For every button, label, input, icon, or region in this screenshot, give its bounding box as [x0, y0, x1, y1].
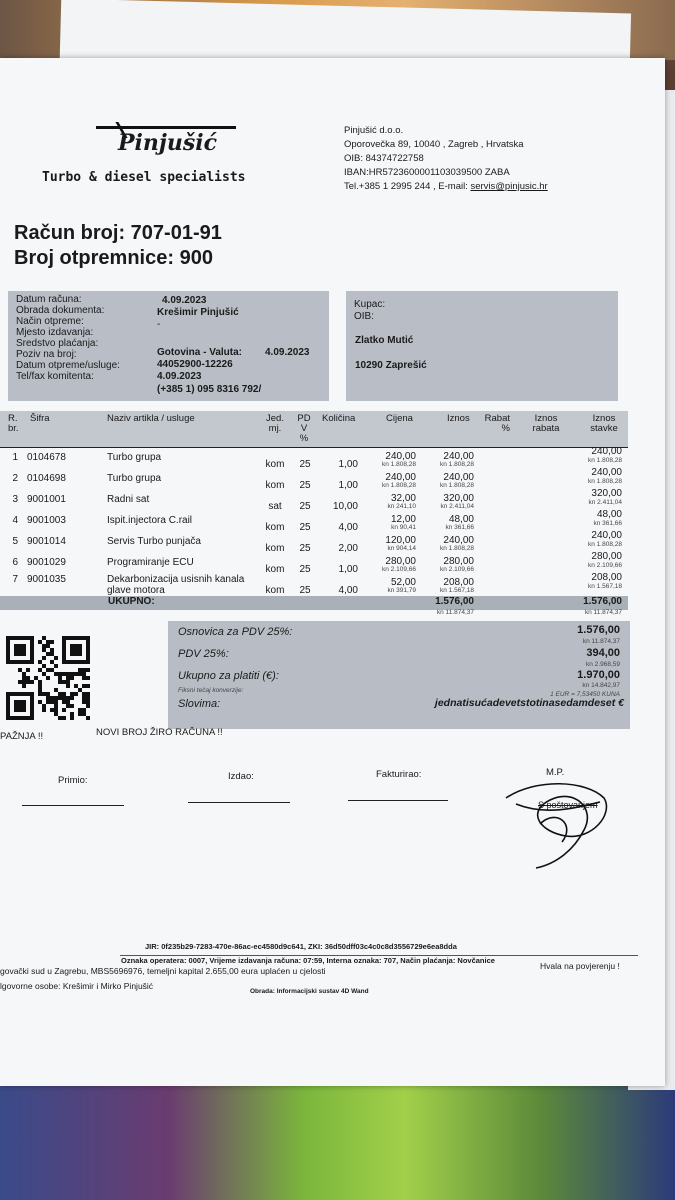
meta-label: Mjesto izdavanja:	[16, 327, 94, 338]
logo-name: Pinjušić	[118, 130, 217, 156]
cell-stavka-kn: kn 1.808,28	[588, 541, 622, 548]
invoice-date: 4.09.2023	[162, 295, 207, 306]
customer-box	[346, 291, 618, 401]
cell-iznos-kn: kn 2.411,04	[440, 503, 474, 510]
col-kolicina: Količina	[322, 413, 356, 424]
cell-iznos: 240,00	[443, 535, 474, 546]
issued-label: Izdao:	[228, 771, 254, 782]
total-payable-kn: kn 14.842,97	[582, 682, 620, 689]
total-iznos-kn: kn 11.874,37	[436, 609, 474, 616]
cell-naziv-line2: glave motora	[107, 585, 165, 596]
cell-pdv: 25	[299, 522, 311, 533]
cell-iznos-kn: kn 2.109,66	[440, 566, 474, 573]
table-row	[0, 574, 628, 595]
cell-jed: kom	[265, 522, 285, 533]
cell-pdv: 25	[299, 480, 311, 491]
cell-jed: sat	[268, 501, 282, 512]
cell-stavka-kn: kn 1.567,18	[588, 583, 622, 590]
logo-tagline: Turbo & diesel specialists	[42, 170, 246, 185]
cell-iznos-kn: kn 1.808,28	[440, 545, 474, 552]
cell-cijena: 52,00	[390, 577, 416, 588]
cell-stavka: 240,00	[591, 467, 622, 478]
customer-name: Zlatko Mutić	[355, 335, 414, 346]
company-line: OIB: 84374722758	[344, 153, 424, 164]
total-stavka: 1.576,00	[583, 596, 622, 607]
payment-method: Gotovina - Valuta:	[157, 347, 243, 358]
cell-kolicina: 1,00	[338, 480, 358, 491]
col-sifra: Šifra	[30, 413, 50, 424]
received-signature-line	[22, 805, 124, 806]
cell-rbr: 4	[12, 515, 18, 526]
buyer-label: Kupac:	[354, 299, 386, 310]
fiscal-jir: JIR: 0f235b29-7283-470e-86ac-ec4580d9c641, ZKI: 36d50dff03c4c0c8d3556729e6ea8dda	[145, 942, 457, 951]
meta-label: Datum računa:	[16, 294, 82, 305]
meta-labels	[16, 294, 120, 382]
cell-iznos: 240,00	[443, 472, 474, 483]
total-label: UKUPNO:	[108, 596, 155, 607]
col-jed: Jed. mj.	[266, 413, 284, 434]
company-line: Oporovečka 89, 10040 , Zagreb , Hrvatska	[344, 139, 524, 150]
cell-cijena: 120,00	[385, 535, 416, 546]
cell-stavka: 48,00	[596, 509, 622, 520]
cell-rbr: 5	[12, 536, 18, 547]
new-account-note: NOVI BROJ ŽIRO RAČUNA !!	[96, 727, 223, 738]
qr-code-icon	[6, 636, 94, 720]
cell-naziv: Turbo grupa	[107, 473, 162, 484]
cell-stavka-kn: kn 1.808,28	[588, 457, 622, 464]
cell-naziv: Radni sat	[107, 494, 150, 505]
total-stavka-kn: kn 11.874,37	[584, 609, 622, 616]
cell-stavka-kn: kn 2.109,66	[588, 562, 622, 569]
cell-stavka-kn: kn 2.411,04	[588, 499, 622, 506]
col-iznos-rabata: Iznos rabata	[532, 413, 560, 434]
cell-naziv: Ispit.injectora C.rail	[107, 515, 193, 526]
oib-label: OIB:	[354, 311, 375, 322]
vat-kn: kn 2.968,59	[586, 661, 620, 668]
reference-number: 44052900-12226	[157, 359, 233, 370]
cell-sifra: 9001035	[27, 574, 66, 585]
cell-iznos: 208,00	[443, 577, 474, 588]
cell-sifra: 0104678	[27, 452, 66, 463]
attention-note: PAŽNJA !!	[0, 731, 44, 742]
cell-pdv: 25	[299, 543, 311, 554]
cell-jed: kom	[265, 480, 285, 491]
cell-jed: kom	[265, 564, 285, 575]
cell-naziv: Turbo grupa	[107, 452, 162, 463]
cell-rbr: 2	[12, 473, 18, 484]
col-pdv: PD V %	[297, 413, 311, 444]
cell-sifra: 9001001	[27, 494, 66, 505]
meta-label: Poziv na broj:	[16, 349, 77, 360]
exchange-rate-value: 1 EUR = 7,53450 KUNA	[550, 691, 620, 698]
table-row	[0, 469, 628, 490]
vat-label: PDV 25%:	[178, 648, 229, 660]
cell-kolicina: 10,00	[332, 501, 358, 512]
col-cijena: Cijena	[386, 413, 413, 424]
responsible-persons: lgovorne osobe: Krešimir i Mirko Pinjušić	[0, 981, 154, 991]
cell-pdv: 25	[299, 564, 311, 575]
cell-jed: kom	[265, 585, 285, 596]
cell-stavka-kn: kn 1.808,28	[588, 478, 622, 485]
invoice-number: Račun broj: 707-01-91	[14, 222, 222, 244]
cell-stavka: 208,00	[591, 572, 622, 583]
cell-stavka: 240,00	[591, 446, 622, 457]
cell-iznos-kn: kn 1.808,28	[440, 461, 474, 468]
company-line: IBAN:HR5723600001103039500 ZABA	[344, 167, 510, 178]
table-row	[0, 553, 628, 574]
total-iznos: 1.576,00	[435, 596, 474, 607]
cell-stavka-kn: kn 361,66	[593, 520, 622, 527]
cell-cijena-kn: kn 1.808,28	[382, 461, 416, 468]
cell-cijena: 280,00	[385, 556, 416, 567]
cell-iznos: 240,00	[443, 451, 474, 462]
cell-cijena-kn: kn 2.109,66	[382, 566, 416, 573]
cell-kolicina: 4,00	[338, 585, 358, 596]
cell-cijena: 240,00	[385, 451, 416, 462]
thanks-note: Hvala na povjerenju !	[540, 961, 620, 971]
company-contact	[344, 180, 548, 194]
cell-kolicina: 1,00	[338, 459, 358, 470]
company-line: Pinjušić d.o.o.	[344, 125, 404, 136]
invoice-page	[0, 58, 665, 1086]
col-naziv: Naziv artikla / usluge	[107, 413, 195, 424]
cell-naziv: Dekarbonizacija usisnih kanala	[107, 574, 245, 585]
cell-stavka: 280,00	[591, 551, 622, 562]
cell-iznos: 48,00	[448, 514, 474, 525]
cell-stavka: 320,00	[591, 488, 622, 499]
cell-sifra: 0104698	[27, 473, 66, 484]
cell-rbr: 7	[12, 574, 18, 585]
stamp-label: M.P.	[546, 767, 565, 778]
cell-cijena-kn: kn 904,14	[387, 545, 416, 552]
meta-label: Način otpreme:	[16, 316, 84, 327]
email-link[interactable]: servis@pinjusic.hr	[470, 181, 548, 192]
cell-iznos: 320,00	[443, 493, 474, 504]
cell-kolicina: 2,00	[338, 543, 358, 554]
vat-base-kn: kn 11.874,37	[582, 638, 620, 645]
cell-rbr: 1	[12, 452, 18, 463]
amount-in-words: jednatisućadevetstotinasedamdeset €	[434, 697, 624, 709]
cell-sifra: 9001003	[27, 515, 66, 526]
cell-jed: kom	[265, 459, 285, 470]
total-payable-label: Ukupno za platiti (€):	[178, 670, 279, 682]
col-iznos: Iznos	[447, 413, 470, 424]
table-row	[0, 511, 628, 532]
amount-in-words-label: Slovima:	[178, 698, 221, 710]
meta-label: Sredstvo plaćanja:	[16, 338, 99, 349]
exchange-rate-label: Fiksni tečaj konverzije:	[178, 687, 244, 694]
cell-cijena-kn: kn 241,10	[387, 503, 416, 510]
cell-cijena: 32,00	[390, 493, 416, 504]
cell-stavka: 240,00	[591, 530, 622, 541]
software-note: Obrada: Informacijski sustav 4D Wand	[250, 988, 369, 995]
cell-iznos: 280,00	[443, 556, 474, 567]
company-info	[344, 124, 548, 194]
invoiced-signature-line	[348, 800, 448, 801]
customer-phone: (+385 1) 095 8316 792/	[157, 384, 262, 395]
received-label: Primio:	[58, 775, 88, 786]
contact-phone: Tel.+385 1 2995 244 , E-mail:	[344, 181, 471, 192]
processed-by: Krešimir Pinjušić	[157, 307, 239, 318]
regards-text: S poštovanjem	[538, 800, 598, 810]
delivery-note-number: Broj otpremnice: 900	[14, 247, 213, 269]
cell-cijena-kn: kn 1.808,28	[382, 482, 416, 489]
payment-due-date: 4.09.2023	[265, 347, 310, 358]
background-floor	[0, 1080, 675, 1200]
cell-naziv: Servis Turbo punjača	[107, 536, 201, 547]
col-rabat: Rabat %	[484, 413, 510, 434]
court-registration: govački sud u Zagrebu, MBS5696976, temeljni kapital 2.655,00 eura uplaćen u cjelosti	[0, 966, 326, 976]
vat-value: 394,00	[586, 647, 620, 659]
cell-rbr: 6	[12, 557, 18, 568]
items-table-header	[0, 411, 628, 448]
table-row	[0, 448, 628, 469]
cell-cijena: 12,00	[390, 514, 416, 525]
cell-iznos-kn: kn 1.567,18	[440, 587, 474, 594]
cell-sifra: 9001014	[27, 536, 66, 547]
cell-kolicina: 4,00	[338, 522, 358, 533]
cell-naziv: Programiranje ECU	[107, 557, 194, 568]
table-row	[0, 490, 628, 511]
cell-rbr: 3	[12, 494, 18, 505]
delivery-date: 4.09.2023	[157, 371, 202, 382]
vat-base-value: 1.576,00	[577, 624, 620, 636]
cell-pdv: 25	[299, 585, 311, 596]
cell-cijena-kn: kn 391,79	[387, 587, 416, 594]
meta-label: Tel/fax komitenta:	[16, 371, 94, 382]
customer-city: 10290 Zaprešić	[355, 360, 427, 371]
handwritten-signature	[496, 768, 612, 874]
cell-cijena-kn: kn 90,41	[391, 524, 416, 531]
col-iznos-stavke: Iznos stavke	[590, 413, 618, 434]
meta-label: Obrada dokumenta:	[16, 305, 105, 316]
cell-iznos-kn: kn 361,66	[445, 524, 474, 531]
cell-pdv: 25	[299, 459, 311, 470]
shipping-method: -	[157, 319, 161, 330]
fiscal-operator: Oznaka operatera: 0007, Vrijeme izdavanja računa: 07:59, Interna oznaka: 707, Način plaćanja: Novčanice	[121, 956, 495, 965]
cell-cijena: 240,00	[385, 472, 416, 483]
col-rbr: R. br.	[8, 413, 19, 434]
table-total-row	[0, 596, 628, 610]
cell-jed: kom	[265, 543, 285, 554]
cell-iznos-kn: kn 1.808,28	[440, 482, 474, 489]
invoiced-label: Fakturirao:	[376, 769, 422, 780]
issued-signature-line	[188, 802, 290, 803]
cell-pdv: 25	[299, 501, 311, 512]
cell-kolicina: 1,00	[338, 564, 358, 575]
total-payable-value: 1.970,00	[577, 669, 620, 681]
vat-base-label: Osnovica za PDV 25%:	[178, 626, 293, 638]
meta-label: Datum otpreme/usluge:	[16, 360, 120, 371]
table-row	[0, 532, 628, 553]
cell-sifra: 9001029	[27, 557, 66, 568]
